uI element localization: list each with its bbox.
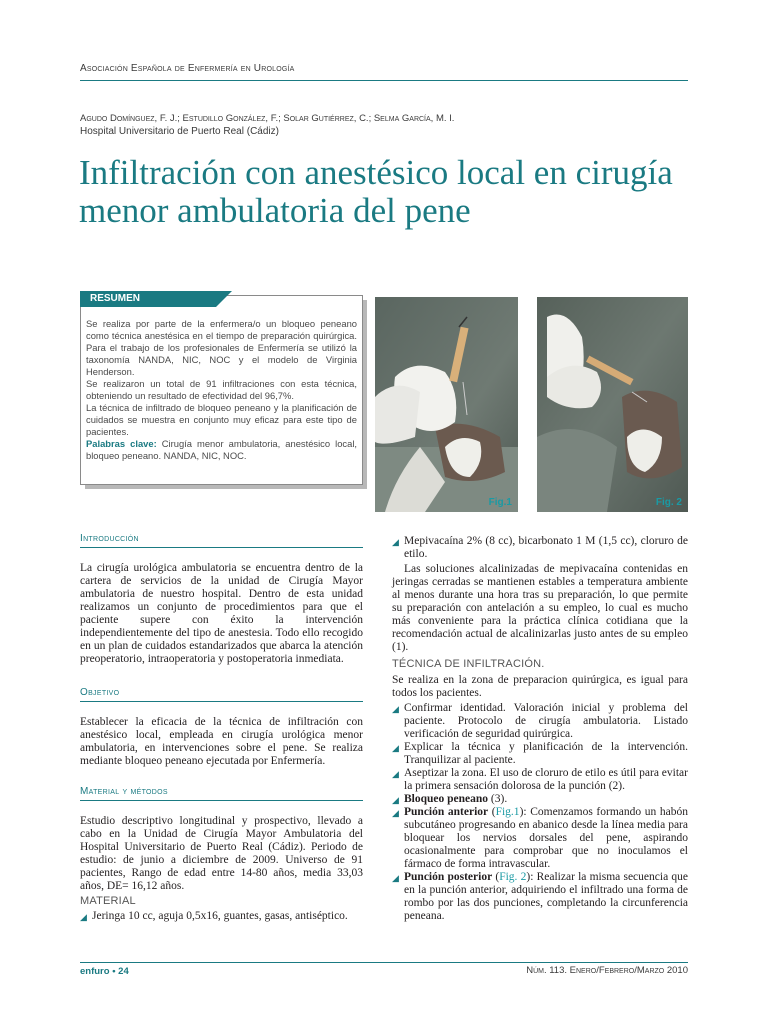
list-item: ◢ Confirmar identidad. Valoración inicial y problema del paciente. Protocolo de cirugía ambulatoria. Listado verificación de seguridad quirúrgica. bbox=[392, 702, 688, 740]
bullet-icon: ◢ bbox=[392, 808, 399, 818]
list-item: ◢ Aseptizar la zona. El uso de cloruro de etilo es útil para evitar la primera sensación dolorosa de la punción (2). bbox=[392, 767, 688, 792]
puncion-anterior-label: Punción anterior bbox=[404, 806, 489, 818]
footer-rule bbox=[80, 962, 688, 963]
list-item: ◢ Explicar la técnica y planificación de la intervención. Tranquilizar al paciente. bbox=[392, 741, 688, 766]
footer-issue: Núm. 113. Enero/Febrero/Marzo 2010 bbox=[526, 965, 688, 976]
figure-2-label: Fig. 2 bbox=[655, 497, 682, 508]
list-item: ◢ Bloqueo peneano (3). bbox=[392, 793, 508, 805]
resumen-shadow bbox=[363, 300, 367, 489]
list-item: ◢ Mepivacaína 2% (8 cc), bicarbonato 1 M (1,5 cc), cloruro de etilo. bbox=[392, 535, 688, 560]
tecnica-subheading: TÉCNICA DE INFILTRACIÓN. bbox=[392, 658, 545, 670]
mepivacaina-list bbox=[392, 535, 688, 561]
objetivo-title: Objetivo bbox=[80, 687, 120, 698]
material-subheading: MATERIAL bbox=[80, 895, 136, 907]
fig1-reference: Fig.1 bbox=[495, 806, 520, 818]
article-title: Infiltración con anestésico local en cirugía menor ambulatoria del pene bbox=[79, 153, 673, 230]
resumen-tab-tail bbox=[216, 291, 232, 307]
keywords-text: Cirugía menor ambulatoria, anestésico local, bloqueo peneano. NANDA, NIC, NOC. bbox=[86, 438, 358, 461]
bullet-icon: ◢ bbox=[392, 873, 399, 883]
resumen-label: RESUMEN bbox=[80, 291, 216, 307]
list-item: ◢ Punción posterior (Fig. 2): Realizar la misma secuencia que en la punción anterior, adquiriendo el infiltrado una forma de rombo por las dos punciones, completando la circunferencia peneana. bbox=[392, 871, 688, 922]
tecnica-steps bbox=[392, 702, 688, 923]
material-list bbox=[80, 910, 363, 923]
resumen-p1: Se realiza por parte de la enfermera/o un bloqueo peneano como técnica anestésica en el tiempo de preparación quirúrgica. Para el trabajo de los profesionales de Enfermería se utilizó la taxonomía NANDA, NIC, NOC y el modelo de Virginia Henderson. bbox=[86, 318, 357, 377]
figure-1-label: Fig.1 bbox=[488, 497, 512, 508]
bullet-icon: ◢ bbox=[392, 795, 399, 805]
bullet-icon: ◢ bbox=[392, 743, 399, 753]
resumen-p3: La técnica de infiltrado de bloqueo peneano y la planificación de cuidados se muestra en conjunto muy eficaz para este tipo de pacientes. bbox=[86, 402, 357, 437]
material-text: Estudio descriptivo longitudinal y prospectivo, llevado a cabo en la Unidad de Cirugía Mayor Ambulatoria del Hospital Universitario de Puerto Real (Cádiz). Periodo de estudio: de junio a diciembre de 2009. Universo de 91 pacientes, Rango de edad entre 14-80 años, media 33,03 años, DE= 16,12 años. bbox=[80, 815, 363, 892]
bloqueo-label: Bloqueo peneano bbox=[404, 793, 489, 805]
figure-2-photo bbox=[537, 297, 688, 512]
journal-header: Asociación Española de Enfermería en Urología bbox=[80, 63, 295, 74]
affiliation: Hospital Universitario de Puerto Real (Cádiz) bbox=[80, 126, 279, 137]
resumen-keywords bbox=[86, 438, 357, 462]
bullet-icon: ◢ bbox=[392, 769, 399, 779]
figure-1-illustration bbox=[375, 297, 518, 512]
resumen-shadow-bottom bbox=[85, 485, 367, 489]
introduccion-rule bbox=[80, 547, 363, 548]
bullet-icon: ◢ bbox=[392, 537, 399, 547]
introduccion-title: Introducción bbox=[80, 533, 139, 544]
tecnica-intro: Se realiza en la zona de preparacion quirúrgica, es igual para todos los pacientes. bbox=[392, 674, 688, 699]
objetivo-text: Establecer la eficacia de la técnica de infiltración con anestésico local, empleada en cirugía urológica menor ambulatoria, en intervenciones sobre el pene. Se realiza mediante bloqueo peneano ejecutada por Enfermería. bbox=[80, 716, 363, 767]
authors: Agudo Domínguez, F. J.; Estudillo González, F.; Solar Gutiérrez, C.; Selma García, M. I. bbox=[80, 113, 455, 124]
list-item: ◢ Punción anterior (Fig.1): Comenzamos formando un habón subcutáneo progresando en abanico desde la línea media para bloquear los nervios dorsales del pene, aspirando ocasionalmente para comprobar que no inoculamos el fármaco de forma intravascular. bbox=[392, 806, 688, 870]
resumen-body bbox=[86, 318, 357, 462]
figure-2-illustration bbox=[537, 297, 688, 512]
bullet-icon: ◢ bbox=[80, 912, 87, 922]
resumen-p2: Se realizaron un total de 91 infiltraciones con esta técnica, obteniendo un resultado de efectividad del 96,7%. bbox=[86, 378, 357, 401]
fig2-reference: Fig. 2 bbox=[499, 871, 527, 883]
material-rule bbox=[80, 800, 363, 801]
list-item: ◢ Jeringa 10 cc, aguja 0,5x16, guantes, gasas, antiséptico. bbox=[80, 910, 348, 922]
header-rule bbox=[80, 80, 688, 81]
keywords-label: Palabras clave: bbox=[86, 438, 157, 449]
soluciones-paragraph: Las soluciones alcalinizadas de mepivacaína contenidas en jeringas cerradas se mantienen estables a temperatura ambiente al menos durante una hora tras su preparación, lo que permite su preparación con antelación a su empleo, lo cual es mucho más conveniente para la práctica clínica cotidiana que la recomendación actual de alcalinizarlas justo antes de su empleo (1). bbox=[392, 563, 688, 653]
introduccion-text: La cirugía urológica ambulatoria se encuentra dentro de la cartera de servicios de la unidad de Cirugía Mayor ambulatoria de nuestro hospital. Dentro de esta unidad realizamos un conjunto de procedimientos para que el paciente supere con éxito la intervención independientemente del tipo de anestesia. Todo ello recogido en un plan de cuidados estandarizados que abarca la atención preoperatorio, intraoperatoria y postoperatoria inmediata. bbox=[80, 562, 363, 665]
footer-journal: enfuro • 24 bbox=[80, 966, 129, 977]
figure-1-photo bbox=[375, 297, 518, 512]
material-title: Material y métodos bbox=[80, 786, 168, 797]
puncion-posterior-label: Punción posterior bbox=[404, 871, 493, 883]
objetivo-rule bbox=[80, 701, 363, 702]
bullet-icon: ◢ bbox=[392, 704, 399, 714]
